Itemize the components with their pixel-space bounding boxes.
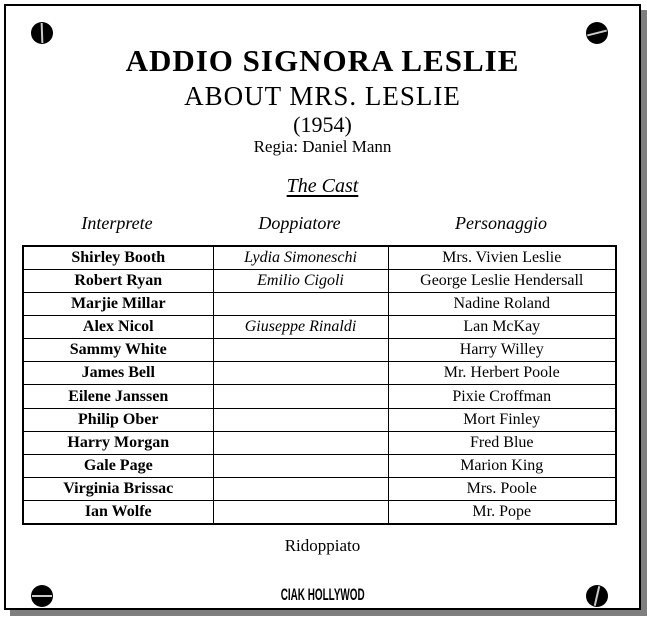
- cell-interprete: Shirley Booth: [23, 246, 213, 270]
- column-header-personaggio: Personaggio: [455, 213, 547, 233]
- cell-interprete: Marjie Millar: [23, 293, 213, 316]
- cell-doppiatore: [213, 408, 388, 431]
- cell-personaggio: Mr. Pope: [388, 500, 616, 524]
- table-row: [23, 293, 616, 316]
- table-row: [23, 477, 616, 500]
- cell-doppiatore: [213, 431, 388, 454]
- cast-heading: The Cast: [286, 175, 359, 197]
- cast-table: [22, 245, 617, 525]
- screw-icon: [31, 22, 53, 44]
- cell-interprete: Robert Ryan: [23, 270, 213, 293]
- cell-interprete: Harry Morgan: [23, 431, 213, 454]
- cell-personaggio: Marion King: [388, 454, 616, 477]
- cell-interprete: Eilene Janssen: [23, 385, 213, 408]
- cell-personaggio: George Leslie Hendersall: [388, 270, 616, 293]
- cell-doppiatore: [213, 362, 388, 385]
- cell-personaggio: Nadine Roland: [388, 293, 616, 316]
- director-line: Regia: Daniel Mann: [253, 137, 392, 156]
- cell-doppiatore: [213, 477, 388, 500]
- ciak-hollywood-logo: [6, 587, 639, 605]
- cell-interprete: Sammy White: [23, 339, 213, 362]
- cell-personaggio: Mr. Herbert Poole: [388, 362, 616, 385]
- cell-doppiatore: [213, 454, 388, 477]
- column-header-doppiatore: Doppiatore: [258, 213, 341, 233]
- cell-doppiatore: [213, 500, 388, 524]
- ciak-hollywood-logo-text: CIAK HOLLYWOD: [280, 586, 365, 605]
- screw-slot: [587, 30, 607, 37]
- table-row: [23, 362, 616, 385]
- cell-doppiatore: Giuseppe Rinaldi: [213, 316, 388, 339]
- ridoppiato-note: Ridoppiato: [284, 536, 361, 555]
- table-row: [23, 431, 616, 454]
- cell-personaggio: Lan McKay: [388, 316, 616, 339]
- cell-personaggio: Mort Finley: [388, 408, 616, 431]
- cell-doppiatore: Emilio Cigoli: [213, 270, 388, 293]
- cell-personaggio: Mrs. Vivien Leslie: [388, 246, 616, 270]
- cell-doppiatore: [213, 339, 388, 362]
- cell-interprete: Alex Nicol: [23, 316, 213, 339]
- cell-interprete: Gale Page: [23, 454, 213, 477]
- cell-personaggio: Mrs. Poole: [388, 477, 616, 500]
- table-row: [23, 454, 616, 477]
- cell-personaggio: Fred Blue: [388, 431, 616, 454]
- column-header-interprete: Interprete: [81, 213, 153, 233]
- table-row: [23, 246, 616, 270]
- cell-interprete: James Bell: [23, 362, 213, 385]
- table-row: [23, 408, 616, 431]
- film-title-original: ABOUT MRS. LESLIE: [184, 81, 461, 111]
- cell-interprete: Virginia Brissac: [23, 477, 213, 500]
- plaque: [4, 4, 641, 610]
- screw-slot: [41, 23, 44, 43]
- table-row: [23, 316, 616, 339]
- screw-icon: [586, 22, 608, 44]
- cell-personaggio: Pixie Croffman: [388, 385, 616, 408]
- cell-doppiatore: Lydia Simoneschi: [213, 246, 388, 270]
- film-title-italian: ADDIO SIGNORA LESLIE: [125, 43, 520, 78]
- cell-interprete: Ian Wolfe: [23, 500, 213, 524]
- cell-doppiatore: [213, 293, 388, 316]
- table-row: [23, 270, 616, 293]
- cell-personaggio: Harry Willey: [388, 339, 616, 362]
- table-row: [23, 385, 616, 408]
- cell-doppiatore: [213, 385, 388, 408]
- table-row: [23, 339, 616, 362]
- film-year: (1954): [293, 112, 352, 137]
- table-row: [23, 500, 616, 524]
- cell-interprete: Philip Ober: [23, 408, 213, 431]
